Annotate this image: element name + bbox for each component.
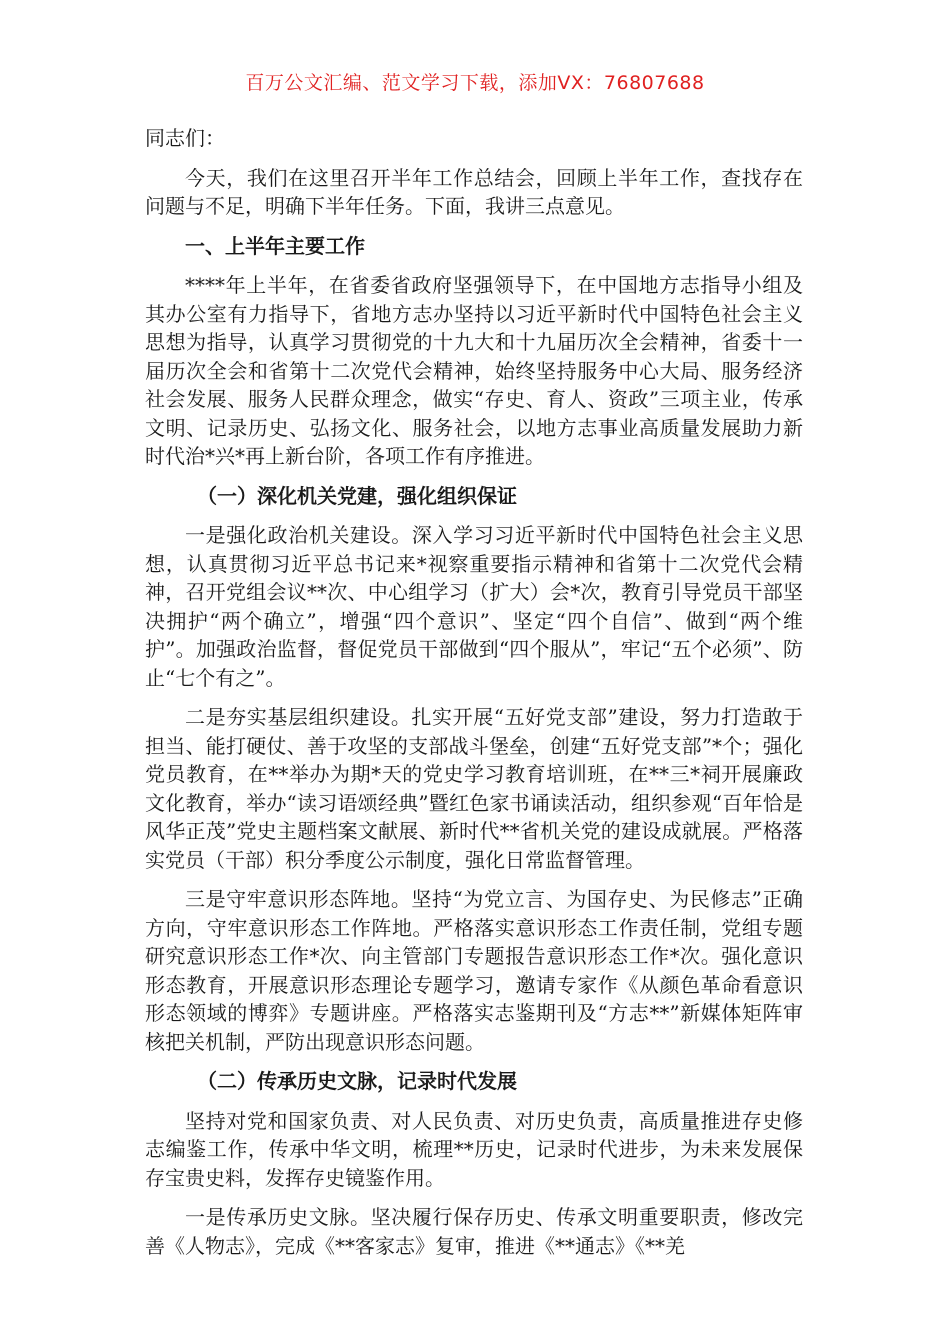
subsection-1-paragraph-3: 三是守牢意识形态阵地。坚持“为党立言、为国存史、为民修志”正确方向，守牢意识形态工作阵地。严格落实意识形态工作责任制，党组专题研究意识形态工作*次、向主管部门专题报告意识形态工作*次。强化意识形态教育，开展意识形态理论专题学习，邀请专家作《从颜色革命看意识形态领域的博弈》专题讲座。严格落实志鉴期刊及“方志**”新媒体矩阵审核把关机制，严防出现意识形态问题。 bbox=[145, 887, 803, 1054]
subsection-1-paragraph-1: 一是强化政治机关建设。深入学习习近平新时代中国特色社会主义思想，认真贯彻习近平总书记来*视察重要指示精神和省第十二次党代会精神，召开党组会议**次、中心组学习（扩大）会*次，教育引导党员干部坚决拥护“两个确立”，增强“四个意识”、坚定“四个自信”、做到“两个维护”。加强政治监督，督促党员干部做到“四个服从”，牢记“五个必须”、防止“七个有之”。 bbox=[145, 523, 803, 690]
subsection-heading-1: （一）深化机关党建，强化组织保证 bbox=[197, 483, 517, 508]
watermark-banner: 百万公文汇编、范文学习下载，添加VX：76807688 bbox=[245, 72, 705, 94]
section-1-paragraph: ****年上半年，在省委省政府坚强领导下，在中国地方志指导小组及其办公室有力指导下，省地方志办坚持以习近平新时代中国特色社会主义思想为指导，认真学习贯彻党的十九大和十九届历次全会精神，省委十一届历次全会和省第十二次党代会精神，始终坚持服务中心大局、服务经济社会发展、服务人民群众理念，做实“存史、育人、资政”三项主业，传承文明、记录历史、弘扬文化、服务社会，以地方志事业高质量发展助力新时代治*兴*再上新台阶，各项工作有序推进。 bbox=[145, 273, 803, 468]
salutation: 同志们： bbox=[145, 126, 225, 150]
subsection-2-paragraph-1: 坚持对党和国家负责、对人民负责、对历史负责，高质量推进存史修志编鉴工作，传承中华文明，梳理**历史，记录时代进步，为未来发展保存宝贵史料，发挥存史镜鉴作用。 bbox=[145, 1108, 803, 1190]
intro-paragraph: 今天，我们在这里召开半年工作总结会，回顾上半年工作，查找存在问题与不足，明确下半年任务。下面，我讲三点意见。 bbox=[145, 165, 803, 218]
subsection-2-paragraph-2: 一是传承历史文脉。坚决履行保存历史、传承文明重要职责，修改完善《人物志》，完成《**客家志》复审，推进《**通志》《**羌 bbox=[145, 1205, 803, 1258]
document-body bbox=[145, 124, 803, 1271]
section-heading-1: 一、上半年主要工作 bbox=[185, 233, 365, 258]
subsection-heading-2: （二）传承历史文脉，记录时代发展 bbox=[197, 1069, 517, 1093]
subsection-1-paragraph-2: 二是夯实基层组织建设。扎实开展“五好党支部”建设，努力打造敢于担当、能打硬仗、善于攻坚的支部战斗堡垒，创建“五好党支部”*个；强化党员教育，在**举办为期*天的党史学习教育培训班，在**三*祠开展廉政文化教育，举办“读习语颂经典”暨红色家书诵读活动，组织参观“百年恰是风华正茂”党史主题档案文献展、新时代**省机关党的建设成就展。严格落实党员（干部）积分季度公示制度，强化日常监督管理。 bbox=[145, 705, 803, 872]
